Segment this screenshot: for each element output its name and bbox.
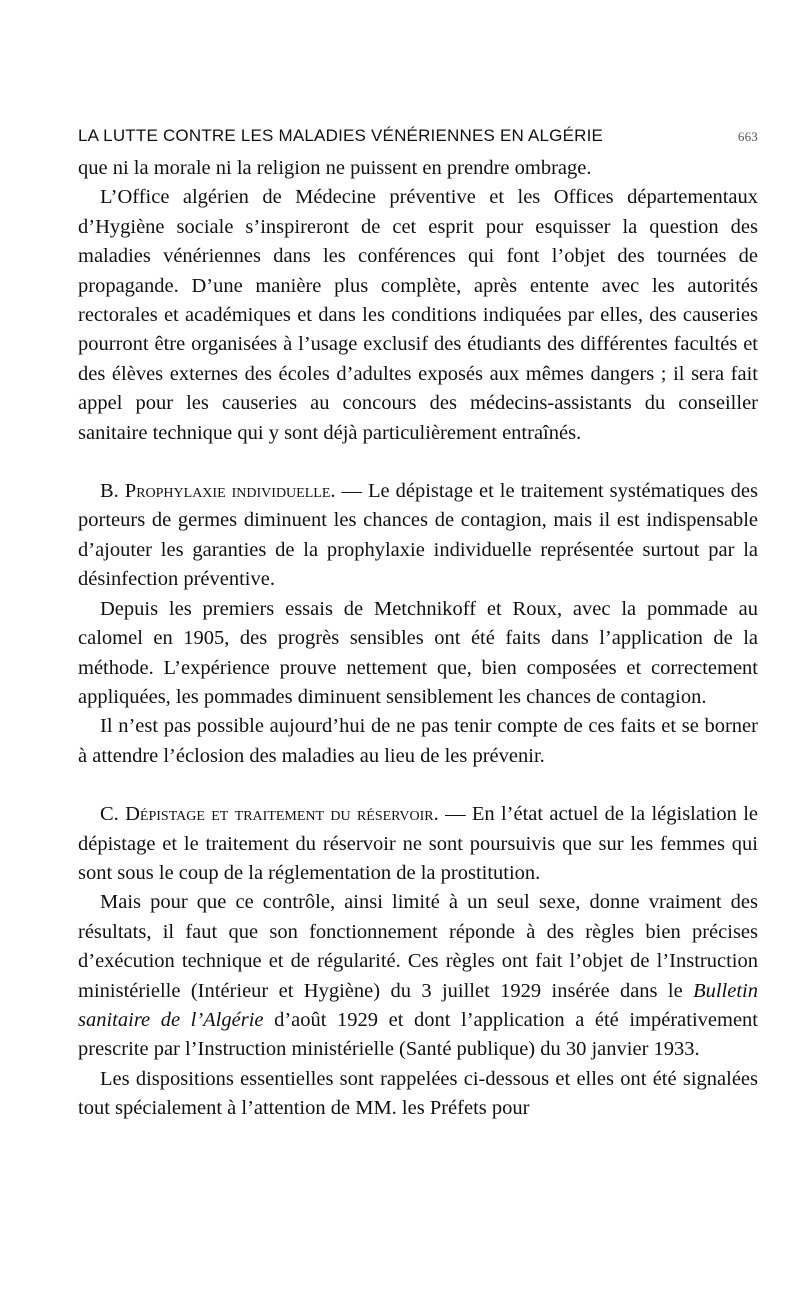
section-spacer bbox=[78, 771, 758, 800]
paragraph-text: d’août 1929 et dont l’application a été impérativement prescrite par l’Instruction ministérielle (Santé publique) du 30 janvier 1933. bbox=[78, 1008, 758, 1061]
page-number: 663 bbox=[737, 129, 758, 144]
section-c-text: — En l’état actuel de la législation le dépistage et le traitement du réservoir ne sont poursuivis que sur les femmes qui sont sous le coup de la réglementation de la prostitution. bbox=[78, 803, 758, 884]
section-b-text: — Le dépistage et le traitement systématiques des porteurs de germes diminuent les chances de contagion, mais il est indispensable d’ajouter les garanties de la prophylaxie individuelle représentée surtout par la désinfection préventive. bbox=[78, 480, 758, 591]
paragraph: Il n’est pas possible aujourd’hui de ne pas tenir compte de ces faits et se borner à attendre l’éclosion des maladies au lieu de les prévenir. bbox=[78, 715, 758, 767]
running-header bbox=[78, 118, 758, 154]
section-b-paragraph bbox=[78, 477, 758, 595]
bulletin-title: Bulletin sanitaire de l’Algérie bbox=[78, 979, 758, 1031]
paragraph-text: Mais pour que ce contrôle, ainsi limité à un seul sexe, donne vraiment des résultats, il faut que son fonctionnement réponde à des règles bien précises d’exécution technique et de régularité. Ces règles ont fait l’objet de l’Instruction ministérielle (Intérieur et Hygiène) du 3 juillet 1929 insérée dans le bbox=[78, 891, 758, 1002]
section-heading-c: C. Dépistage et traitement du réservoir. bbox=[100, 803, 439, 826]
page bbox=[78, 118, 758, 1124]
paragraph: Les dispositions essentielles sont rappelées ci-dessous et elles ont été signalées tout spécialement à l’attention de MM. les Préfets pour bbox=[78, 1067, 758, 1120]
running-title: LA LUTTE CONTRE LES MALADIES VÉNÉRIENNES EN ALGÉRIE bbox=[78, 126, 604, 145]
section-heading-b: B. Prophylaxie individuelle. bbox=[100, 480, 336, 503]
paragraph: que ni la morale ni la religion ne puissent en prendre ombrage. bbox=[78, 157, 592, 179]
paragraph bbox=[78, 888, 758, 1064]
paragraph: Depuis les premiers essais de Metchnikoff et Roux, avec la pommade au calomel en 1905, des progrès sensibles ont été faits dans l’application de la méthode. L’expérience prouve nettement que, bien composées et correctement appliquées, les pommades diminuent sensiblement les chances de contagion. bbox=[78, 597, 758, 708]
section-spacer bbox=[78, 448, 758, 477]
body-text bbox=[78, 154, 758, 1124]
paragraph: L’Office algérien de Médecine préventive et les Offices départementaux d’Hygiène sociale s’inspireront de cet esprit pour esquisser la question des maladies vénériennes dans les conférences qui font l’objet des tournées de propagande. D’une manière plus complète, après entente avec les autorités rectorales et académiques et dans les conditions indiquées par elles, des causeries pourront être organisées à l’usage exclusif des étudiants des différentes facultés et des élèves externes des écoles d’adultes exposés aux mêmes dangers ; il sera fait appel pour les causeries au concours des médecins-assistants du conseiller sanitaire technique qui y sont déjà particulièrement entraînés. bbox=[78, 186, 758, 444]
section-c-paragraph bbox=[78, 800, 758, 888]
